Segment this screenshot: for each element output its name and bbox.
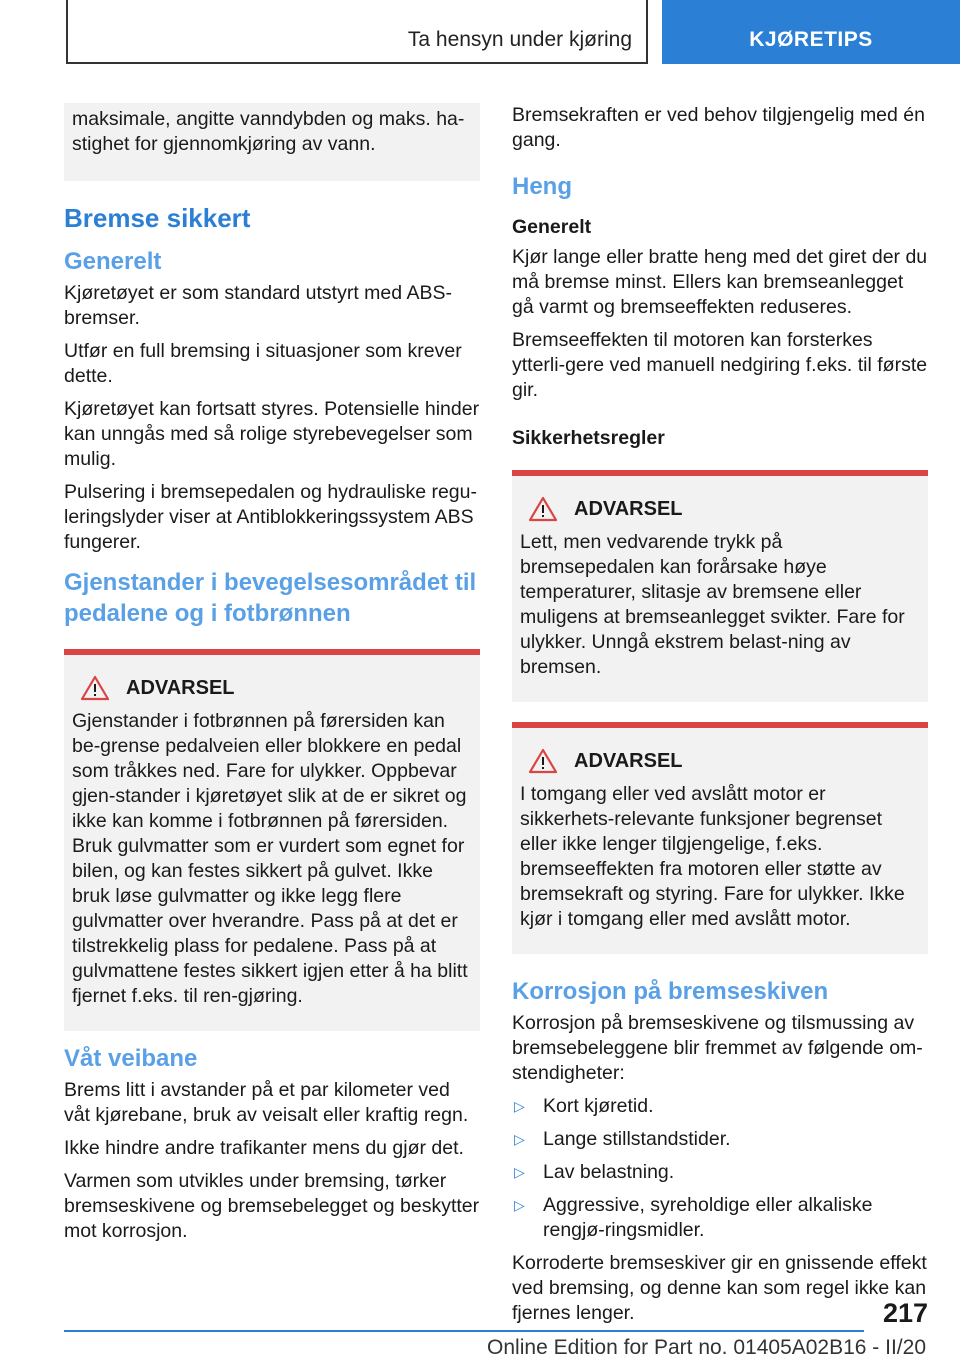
intro-text: maksimale, angitte vanndybden og maks. ha-stighet for gjennomkjøring av vann. bbox=[72, 108, 465, 155]
heading-heng: Heng bbox=[512, 173, 572, 200]
warning-box bbox=[512, 722, 928, 954]
paragraph: Korrosjon på bremseskivene og tilsmussing av bremsebeleggene blir fremmet av følgende om-stendigheter: bbox=[512, 1012, 923, 1084]
paragraph: Brems litt i avstander på et par kilometer ved våt kjørebane, bruk av veisalt eller kraftig regn. bbox=[64, 1079, 469, 1126]
heading-gjenstander: Gjenstander i bevegelsesområdet til pedalene og i fotbrønnen bbox=[64, 569, 477, 627]
warning-header bbox=[80, 675, 472, 701]
paragraph: Kjøretøyet kan fortsatt styres. Potensielle hinder kan unngås med så rolige styrebevegelser som mulig. bbox=[64, 398, 480, 470]
paragraph: Bremsekraften er ved behov tilgjengelig med én gang. bbox=[512, 104, 925, 151]
warning-title: ADVARSEL bbox=[126, 676, 235, 699]
list-item-text: Aggressive, syreholdige eller alkaliske rengjø-ringsmidler. bbox=[543, 1194, 873, 1241]
list-item-text: Lange stillstandstider. bbox=[543, 1128, 731, 1150]
list-item bbox=[512, 1127, 928, 1152]
footer-edition: Online Edition for Part no. 01405A02B16 - II/20 bbox=[487, 1336, 926, 1359]
subheading-sikkerhetsregler: Sikkerhetsregler bbox=[512, 427, 665, 449]
subheading-generelt: Generelt bbox=[512, 216, 592, 238]
header-section-box bbox=[66, 0, 648, 64]
page-number: 217 bbox=[882, 1298, 928, 1328]
warning-triangle-icon bbox=[80, 675, 110, 701]
warning-triangle-icon bbox=[528, 496, 558, 522]
list-item-text: Kort kjøretid. bbox=[543, 1095, 654, 1117]
continued-info-box bbox=[64, 103, 480, 181]
warning-triangle-icon bbox=[528, 748, 558, 774]
warning-header bbox=[528, 748, 920, 774]
paragraph: Kjøretøyet er som standard utstyrt med ABS-bremser. bbox=[64, 282, 452, 329]
header-section-title: Ta hensyn under kjøring bbox=[407, 28, 632, 51]
heading-korrosjon: Korrosjon på bremseskiven bbox=[512, 978, 829, 1005]
heading-bremse-sikkert: Bremse sikkert bbox=[64, 203, 251, 233]
paragraph: Varmen som utvikles under bremsing, tørker bremseskivene og bremsebelegget og beskytter mot korrosjon. bbox=[64, 1170, 480, 1242]
triangle-bullet-icon: ▷ bbox=[514, 1098, 525, 1114]
paragraph: Pulsering i bremsepedalen og hydrauliske regu-leringslyder viser at Antiblokkeringssystem ABS fungerer. bbox=[64, 481, 477, 553]
paragraph: Kjør lange eller bratte heng med det giret der du må bremse minst. Ellers kan bremseanlegget gå varmt og bremseeffekten reduseres. bbox=[512, 246, 928, 318]
paragraph: Bremseeffekten til motoren kan forsterkes ytterli-gere ved manuell nedgiring f.eks. til første gir. bbox=[512, 329, 928, 401]
list-item bbox=[512, 1193, 928, 1243]
paragraph: Utfør en full bremsing i situasjoner som krever dette. bbox=[64, 340, 462, 387]
warning-text: Gjenstander i fotbrønnen på førersiden kan be-grense pedalveien eller blokkere en pedal som tråkkes ned. Fare for ulykker. Oppbevar gjen-stander i kjøretøyet slik at de er sikret og ikke kan komme i fotbrønnen på førersiden. Bruk gulvmatter som er vurdert som egnet for bilen, og kan festes sikkert på gulvet. Ikke bruk løse gulvmatter og ikke legg flere gulvmatter over hverandre. Pass på at det er tilstrekkelig plass for pedalene. Pass på at gulvmattene festes sikkert igjen etter å ha blitt fjernet f.eks. til ren-gjøring. bbox=[72, 710, 468, 1007]
triangle-bullet-icon: ▷ bbox=[514, 1197, 525, 1213]
list-item bbox=[512, 1094, 928, 1119]
list-item bbox=[512, 1160, 928, 1185]
header-chapter-tab[interactable]: KJØRETIPS bbox=[662, 0, 960, 64]
warning-title: ADVARSEL bbox=[574, 497, 683, 520]
heading-generelt: Generelt bbox=[64, 248, 162, 275]
triangle-bullet-icon: ▷ bbox=[514, 1164, 525, 1180]
warning-text: I tomgang eller ved avslått motor er sikkerhets-relevante funksjoner begrenset eller ikke lenger tilgjengelige, f.eks. bremseeffekten fra motoren eller støtte av bremsekraft og styring. Fare for ulykker. Ikke kjør i tomgang eller med avslått motor. bbox=[520, 783, 905, 930]
heading-vaat-veibane: Våt veibane bbox=[64, 1045, 198, 1072]
triangle-bullet-icon: ▷ bbox=[514, 1131, 525, 1147]
warning-title: ADVARSEL bbox=[574, 749, 683, 772]
warning-box bbox=[64, 649, 480, 1031]
warning-box bbox=[512, 470, 928, 702]
list-item-text: Lav belastning. bbox=[543, 1161, 675, 1183]
right-column bbox=[512, 103, 928, 1334]
footer-divider bbox=[64, 1330, 864, 1332]
warning-header bbox=[528, 496, 920, 522]
bullet-list bbox=[512, 1094, 928, 1243]
paragraph: Korroderte bremseskiver gir en gnissende effekt ved bremsing, og denne kan som regel ikke kan fjernes lenger. bbox=[512, 1252, 927, 1324]
paragraph: Ikke hindre andre trafikanter mens du gjør det. bbox=[64, 1137, 464, 1159]
left-column bbox=[64, 103, 480, 1252]
warning-text: Lett, men vedvarende trykk på bremsepedalen kan forårsake høye temperaturer, slitasje av bremsene eller muligens at bremseanlegget svikter. Fare for ulykker. Unngå ekstrem belast-ning av bremsen. bbox=[520, 531, 905, 678]
